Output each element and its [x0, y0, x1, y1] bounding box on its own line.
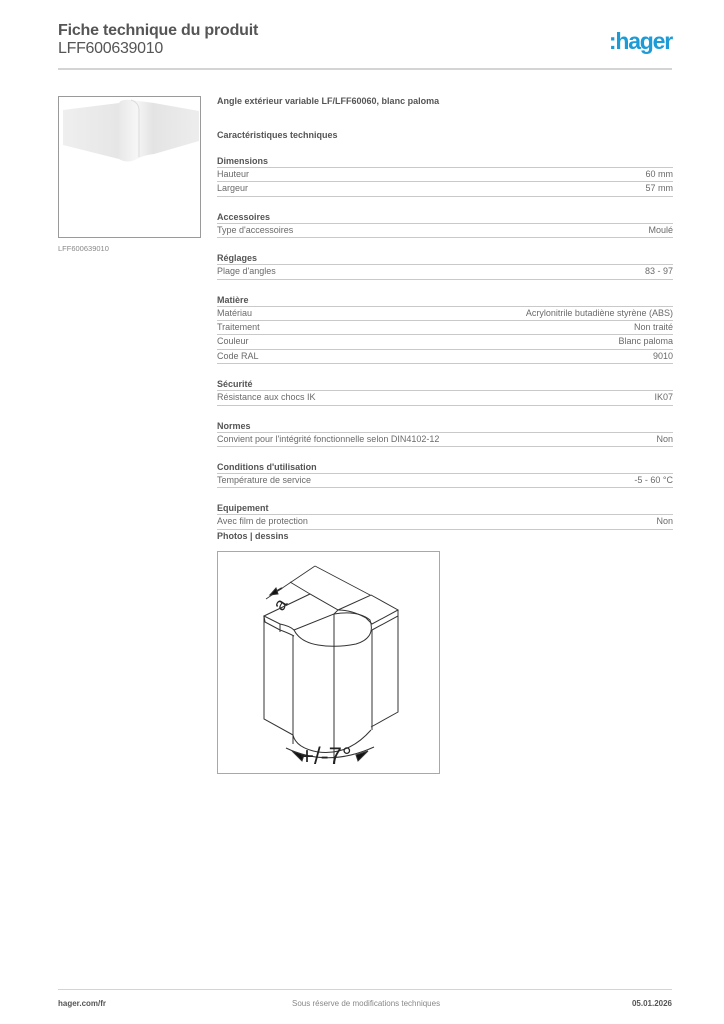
spec-label: Largeur	[217, 183, 249, 194]
spec-group-conditions	[217, 461, 673, 488]
spec-value: Moulé	[648, 224, 673, 235]
spec-row	[217, 321, 673, 335]
dimension-a-label: a	[268, 594, 292, 614]
spec-label: Résistance aux chocs IK	[217, 392, 316, 403]
group-title: Accessoires	[217, 211, 673, 224]
product-title: Angle extérieur variable LF/LFF60060, blanc paloma	[217, 96, 440, 106]
spec-label: Plage d'angles	[217, 266, 276, 277]
document-title: Fiche technique du produit	[58, 22, 259, 39]
product-photo	[58, 96, 201, 238]
footer-disclaimer: Sous réserve de modifications techniques	[292, 999, 441, 1008]
spec-row	[217, 391, 673, 405]
spec-label: Hauteur	[217, 169, 250, 179]
spec-label: Code RAL	[217, 350, 259, 361]
spec-row	[217, 350, 673, 364]
spec-group-equipement	[217, 502, 673, 529]
spec-label: Matériau	[217, 307, 253, 318]
spec-value: 57 mm	[645, 183, 673, 194]
technical-drawing-image	[218, 552, 439, 773]
hager-logo: :hager	[608, 28, 672, 54]
product-reference: LFF600639010	[58, 40, 163, 57]
page-header	[58, 22, 672, 68]
spec-group-securite	[217, 378, 673, 405]
group-title: Conditions d'utilisation	[217, 461, 673, 474]
spec-row	[217, 335, 673, 349]
spec-row	[217, 474, 673, 488]
technical-drawing	[217, 551, 440, 774]
product-details	[217, 96, 673, 530]
spec-row	[217, 224, 673, 238]
group-title: Equipement	[217, 502, 673, 515]
spec-row	[217, 168, 673, 182]
spec-value: 9010	[652, 350, 673, 361]
spec-group-normes	[217, 420, 673, 447]
spec-label: Traitement	[217, 321, 260, 332]
group-title: Matière	[217, 294, 673, 307]
spec-row	[217, 182, 673, 196]
header-divider	[58, 68, 672, 70]
spec-group-matiere	[217, 294, 673, 365]
footer-website-link[interactable]: hager.com/fr	[58, 999, 107, 1008]
spec-value: IK07	[654, 392, 673, 403]
spec-value: Non	[656, 433, 673, 444]
footer-divider	[58, 989, 672, 990]
spec-label: Température de service	[217, 474, 312, 485]
spec-group-dimensions	[217, 155, 673, 197]
spec-group-accessoires	[217, 211, 673, 238]
group-title: Dimensions	[217, 155, 673, 168]
group-title: Normes	[217, 420, 673, 433]
spec-value: 83 - 97	[644, 266, 673, 277]
spec-label: Couleur	[217, 336, 249, 347]
product-photo-image	[59, 97, 200, 237]
spec-label: Type d'accessoires	[217, 224, 294, 235]
group-title: Réglages	[217, 252, 673, 265]
spec-value: -5 - 60 °C	[634, 474, 673, 485]
spec-value: Acrylonitrile butadiène styrène (ABS)	[525, 307, 673, 318]
spec-value: Non traité	[633, 321, 673, 332]
spec-row	[217, 307, 673, 321]
spec-group-reglages	[217, 252, 673, 279]
spec-row	[217, 515, 673, 529]
footer-date: 05.01.2026	[631, 999, 672, 1008]
spec-label: Convient pour l'intégrité fonctionnelle selon DIN4102-12	[217, 433, 440, 444]
spec-label: Avec film de protection	[217, 516, 308, 527]
specs-heading: Caractéristiques techniques	[217, 130, 338, 140]
angle-label: +/-7°	[300, 743, 352, 770]
group-title: Sécurité	[217, 378, 673, 391]
spec-value: Non	[656, 516, 673, 527]
spec-row	[217, 433, 673, 447]
spec-row	[217, 265, 673, 279]
spec-value: 60 mm	[645, 169, 673, 179]
spec-value: Blanc paloma	[618, 336, 673, 347]
photos-heading: Photos | dessins	[217, 531, 289, 541]
product-photo-caption: LFF600639010	[58, 244, 109, 253]
